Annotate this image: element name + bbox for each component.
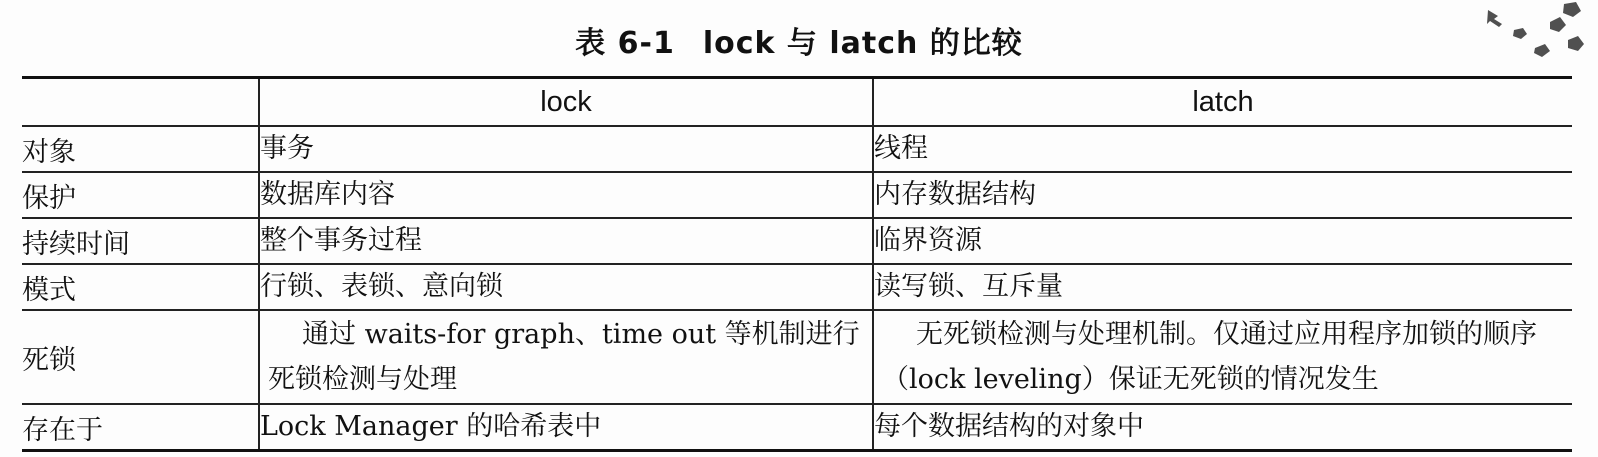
table-row [22, 404, 1572, 451]
lock-cell: 事务 [259, 126, 873, 172]
header-cell-lock: lock [259, 78, 873, 127]
table-header-row [22, 78, 1572, 127]
comparison-table [22, 76, 1572, 452]
lock-cell: 通过 waits-for graph、time out 等机制进行死锁检测与处理 [259, 310, 873, 404]
watermark-stamp-icon [1480, 0, 1590, 80]
table-row [22, 264, 1572, 310]
header-cell-empty [22, 78, 259, 127]
row-label: 持续时间 [22, 218, 259, 264]
lock-cell: 整个事务过程 [259, 218, 873, 264]
table-row [22, 172, 1572, 218]
row-label: 对象 [22, 126, 259, 172]
table-title: lock 与 latch 的比较 [702, 26, 1023, 61]
row-label: 模式 [22, 264, 259, 310]
header-cell-latch: latch [873, 78, 1572, 127]
row-label: 存在于 [22, 404, 259, 451]
lock-cell: 行锁、表锁、意向锁 [259, 264, 873, 310]
table-row [22, 310, 1572, 404]
table-row [22, 218, 1572, 264]
latch-cell: 临界资源 [873, 218, 1572, 264]
lock-cell: 数据库内容 [259, 172, 873, 218]
latch-cell: 读写锁、互斥量 [873, 264, 1572, 310]
latch-cell: 内存数据结构 [873, 172, 1572, 218]
row-label: 死锁 [22, 310, 259, 404]
table-number: 表 6-1 [575, 26, 675, 61]
row-label: 保护 [22, 172, 259, 218]
table-caption [0, 18, 1598, 62]
latch-cell: 线程 [873, 126, 1572, 172]
latch-cell: 无死锁检测与处理机制。仅通过应用程序加锁的顺序（lock leveling）保证无死锁的情况发生 [873, 310, 1572, 404]
latch-cell: 每个数据结构的对象中 [873, 404, 1572, 451]
table-row [22, 126, 1572, 172]
lock-cell: Lock Manager 的哈希表中 [259, 404, 873, 451]
